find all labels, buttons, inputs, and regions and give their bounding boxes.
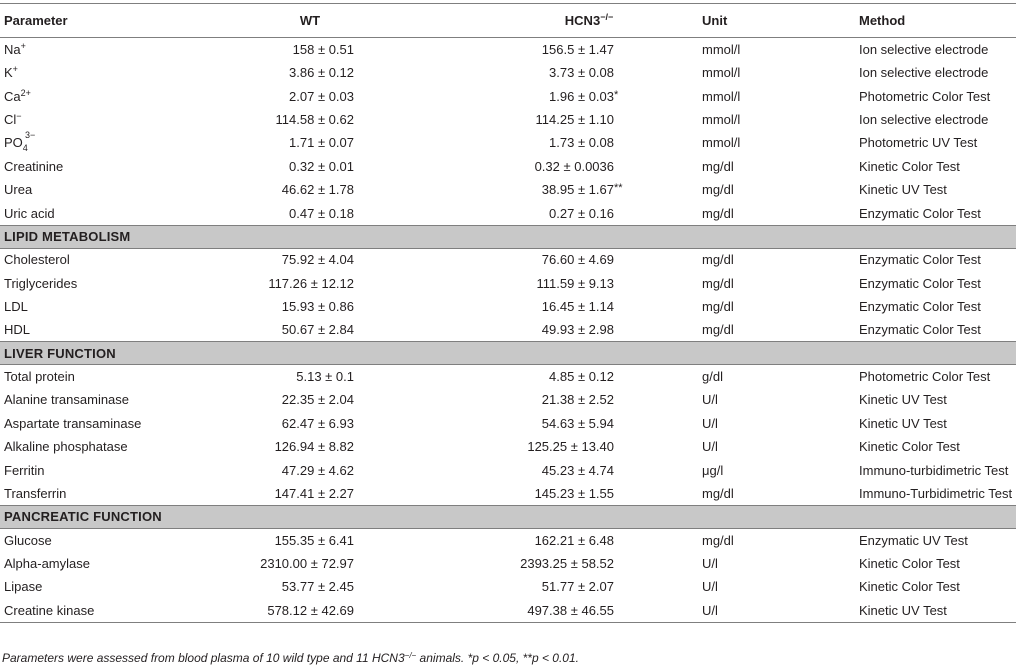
param-label: Transferrin bbox=[4, 485, 67, 501]
hcn3-value: 38.95 ± 1.67** bbox=[541, 182, 623, 198]
param-label: Alanine transaminase bbox=[4, 392, 130, 408]
table-row bbox=[0, 482, 1016, 505]
wt-value: 47.29 ± 4.62 bbox=[281, 462, 354, 478]
wt-value: 0.47 ± 0.18 bbox=[289, 205, 354, 221]
section-title: LIPID METABOLISM bbox=[0, 225, 1016, 248]
param-label: Ferritin bbox=[4, 462, 45, 478]
method-value: Enzymatic Color Test bbox=[859, 275, 981, 291]
unit-value: U/l bbox=[702, 439, 718, 455]
table-row bbox=[0, 365, 1016, 388]
wt-value: 117.26 ± 12.12 bbox=[268, 275, 354, 291]
hcn3-value: 51.77 ± 2.07 bbox=[541, 579, 614, 595]
table-row bbox=[0, 528, 1016, 551]
wt-value: 1.71 ± 0.07 bbox=[289, 135, 354, 151]
hcn3-value: 49.93 ± 2.98 bbox=[541, 322, 614, 338]
param-label: $Ca^{2+}$ bbox=[4, 87, 31, 104]
unit-value: mg/dl bbox=[702, 275, 734, 291]
wt-value: 2.07 ± 0.03 bbox=[289, 88, 354, 104]
method-value: Kinetic UV Test bbox=[859, 182, 947, 198]
unit-value: U/l bbox=[702, 556, 718, 572]
wt-value: 147.41 ± 2.27 bbox=[274, 485, 354, 501]
hcn3-value: 76.60 ± 4.69 bbox=[541, 252, 614, 268]
param-label: K+ bbox=[4, 64, 18, 81]
param-label: Uric acid bbox=[4, 205, 55, 221]
wt-value: 158 ± 0.51 bbox=[292, 41, 354, 57]
wt-value: 5.13 ± 0.1 bbox=[296, 369, 354, 385]
param-label: Urea bbox=[4, 182, 33, 198]
hcn3-value: 156.5 ± 1.47 bbox=[541, 41, 614, 57]
wt-value: 46.62 ± 1.78 bbox=[281, 182, 354, 198]
param-label: LDL bbox=[4, 299, 28, 315]
plasma-parameters-table bbox=[0, 3, 1016, 623]
table-row bbox=[0, 61, 1016, 84]
method-value: Kinetic UV Test bbox=[859, 415, 947, 431]
param-label: Alpha-amylase bbox=[4, 556, 90, 572]
method-value: Photometric Color Test bbox=[859, 369, 991, 385]
hcn3-value: 4.85 ± 0.12 bbox=[549, 369, 614, 385]
header-hcn3-genotype: −/− bbox=[600, 12, 614, 22]
method-value: Kinetic Color Test bbox=[859, 439, 960, 455]
table-row bbox=[0, 202, 1016, 225]
param-label: Creatinine bbox=[4, 158, 64, 174]
header-hcn3 bbox=[424, 4, 698, 38]
hcn3-value: 162.21 ± 6.48 bbox=[534, 532, 614, 548]
method-value: Immuno-turbidimetric Test bbox=[859, 462, 1009, 478]
table-row bbox=[0, 318, 1016, 341]
unit-value: mg/dl bbox=[702, 205, 734, 221]
hcn3-value: 0.32 ± 0.0036 bbox=[534, 158, 614, 174]
table-row bbox=[0, 38, 1016, 61]
table-row bbox=[0, 178, 1016, 201]
method-value: Enzymatic UV Test bbox=[859, 532, 968, 548]
table-row bbox=[0, 388, 1016, 411]
param-label: Glucose bbox=[4, 532, 52, 548]
unit-value: mmol/l bbox=[702, 135, 741, 151]
unit-value: mmol/l bbox=[702, 112, 741, 128]
table-row bbox=[0, 552, 1016, 575]
hcn3-value: 3.73 ± 0.08 bbox=[549, 65, 614, 81]
header-unit: Unit bbox=[698, 4, 855, 38]
unit-value: mg/dl bbox=[702, 158, 734, 174]
wt-value: 155.35 ± 6.41 bbox=[274, 532, 354, 548]
wt-value: 3.86 ± 0.12 bbox=[289, 65, 354, 81]
table-row bbox=[0, 248, 1016, 271]
unit-value: mmol/l bbox=[702, 41, 741, 57]
table-row bbox=[0, 575, 1016, 598]
section-header-pancreatic bbox=[0, 505, 1016, 528]
method-value: Kinetic UV Test bbox=[859, 392, 947, 408]
hcn3-value: 21.38 ± 2.52 bbox=[541, 392, 614, 408]
method-value: Immuno-Turbidimetric Test bbox=[859, 485, 1013, 501]
section-title: LIVER FUNCTION bbox=[0, 342, 1016, 365]
table-row bbox=[0, 459, 1016, 482]
section-title: PANCREATIC FUNCTION bbox=[0, 505, 1016, 528]
param-label: HDL bbox=[4, 322, 31, 338]
wt-value: 75.92 ± 4.04 bbox=[281, 252, 354, 268]
significance-marker: * bbox=[614, 88, 619, 101]
param-label: Aspartate transaminase bbox=[4, 415, 142, 431]
wt-value: 53.77 ± 2.45 bbox=[281, 579, 354, 595]
hcn3-value: 1.73 ± 0.08 bbox=[549, 135, 614, 151]
unit-value: mmol/l bbox=[702, 65, 741, 81]
method-value: Enzymatic Color Test bbox=[859, 299, 981, 315]
hcn3-value: 16.45 ± 1.14 bbox=[541, 299, 614, 315]
section-header-liver bbox=[0, 342, 1016, 365]
param-label: $PO_4$ 3− bbox=[4, 130, 36, 154]
table-row bbox=[0, 108, 1016, 131]
unit-value: mg/dl bbox=[702, 322, 734, 338]
hcn3-value: 2393.25 ± 58.52 bbox=[520, 556, 614, 572]
header-wt: WT bbox=[196, 4, 424, 38]
hcn3-value: 145.23 ± 1.55 bbox=[534, 485, 614, 501]
param-label: Triglycerides bbox=[4, 275, 78, 291]
table-row bbox=[0, 599, 1016, 622]
unit-value: U/l bbox=[702, 579, 718, 595]
param-label: Cl− bbox=[4, 111, 22, 128]
hcn3-value: 125.25 ± 13.40 bbox=[527, 439, 614, 455]
param-label: Creatine kinase bbox=[0, 599, 196, 622]
wt-value: 2310.00 ± 72.97 bbox=[260, 556, 354, 572]
unit-value: mg/dl bbox=[702, 299, 734, 315]
significance-marker: ** bbox=[614, 182, 623, 195]
wt-value: 62.47 ± 6.93 bbox=[281, 415, 354, 431]
method-value: Kinetic UV Test bbox=[855, 599, 1016, 622]
hcn3-value: 45.23 ± 4.74 bbox=[541, 462, 614, 478]
unit-value: g/dl bbox=[702, 369, 723, 385]
unit-value: U/l bbox=[698, 599, 855, 622]
unit-value: mg/dl bbox=[702, 532, 734, 548]
method-value: Photometric UV Test bbox=[859, 135, 978, 151]
header-parameter: Parameter bbox=[0, 4, 196, 38]
hcn3-value: 111.59 ± 9.13 bbox=[536, 275, 614, 291]
param-label: Na+ bbox=[4, 40, 26, 57]
method-value: Ion selective electrode bbox=[859, 112, 989, 128]
param-label: Cholesterol bbox=[4, 252, 70, 268]
unit-value: mg/dl bbox=[702, 182, 734, 198]
unit-value: mmol/l bbox=[702, 88, 741, 104]
hcn3-value: 54.63 ± 5.94 bbox=[541, 415, 614, 431]
method-value: Kinetic Color Test bbox=[859, 556, 960, 572]
table-row bbox=[0, 271, 1016, 294]
table-row bbox=[0, 131, 1016, 154]
wt-value: 50.67 ± 2.84 bbox=[281, 322, 354, 338]
table-row bbox=[0, 84, 1016, 107]
header-method: Method bbox=[855, 4, 1016, 38]
unit-value: μg/l bbox=[702, 462, 724, 478]
method-value: Enzymatic Color Test bbox=[859, 205, 981, 221]
unit-value: U/l bbox=[702, 392, 718, 408]
wt-value: 15.93 ± 0.86 bbox=[281, 299, 354, 315]
unit-value: mg/dl bbox=[702, 252, 734, 268]
table-footnote: Parameters were assessed from blood plasma of 10 wild type and 11 HCN3−/− animals. *p < 0.05, **p < 0.01. bbox=[2, 651, 579, 665]
wt-value: 578.12 ± 42.69 bbox=[196, 599, 424, 622]
wt-value: 114.58 ± 0.62 bbox=[275, 112, 354, 128]
method-value: Kinetic Color Test bbox=[859, 158, 960, 174]
param-label: Total protein bbox=[4, 369, 75, 385]
wt-value: 126.94 ± 8.82 bbox=[274, 439, 354, 455]
section-header-lipid bbox=[0, 225, 1016, 248]
hcn3-value: 1.96 ± 0.03* bbox=[424, 84, 698, 107]
hcn3-value: 114.25 ± 1.10 bbox=[535, 112, 614, 128]
unit-value: U/l bbox=[702, 415, 718, 431]
wt-value: 22.35 ± 2.04 bbox=[281, 392, 354, 408]
wt-value: 0.32 ± 0.01 bbox=[289, 158, 354, 174]
method-value: Enzymatic Color Test bbox=[859, 322, 981, 338]
table-row bbox=[0, 412, 1016, 435]
method-value: Ion selective electrode bbox=[859, 41, 989, 57]
header-hcn3-label: HCN3 bbox=[564, 13, 601, 28]
method-value: Kinetic Color Test bbox=[859, 579, 960, 595]
table-row bbox=[0, 155, 1016, 178]
param-label: Alkaline phosphatase bbox=[4, 439, 128, 455]
hcn3-value: 497.38 ± 46.55 bbox=[424, 599, 698, 622]
unit-value: mg/dl bbox=[702, 485, 734, 501]
method-value: Enzymatic Color Test bbox=[859, 252, 981, 268]
table-header-row bbox=[0, 4, 1016, 38]
method-value: Photometric Color Test bbox=[859, 88, 991, 104]
param-label: Lipase bbox=[4, 579, 43, 595]
hcn3-value: 0.27 ± 0.16 bbox=[549, 205, 614, 221]
table-row bbox=[0, 435, 1016, 458]
method-value: Ion selective electrode bbox=[859, 65, 989, 81]
table-row bbox=[0, 295, 1016, 318]
